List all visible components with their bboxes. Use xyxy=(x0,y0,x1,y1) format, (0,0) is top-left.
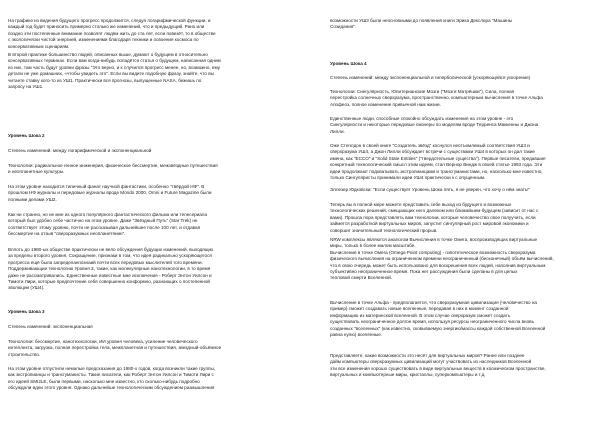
left-paragraph: На этом уровне отпустили немалые предсказания до 1980-х годов, когда возникли такие группы, как экстропианцы и трансгуманисты. Такие писатели, как Роберт Энтон Уилсон и Тимоти Лири с его идеей SMI2LE, были первыми, насколько мне известно, кто сколько-нибудь подробно обсуждали идеи этого уровня. Однако дальнейше технологическим обсуждением размышления xyxy=(8,366,216,391)
right-paragraph: Эллезер Юдковски: "Если существует Уровень Шока пять, я не уверен, что хочу о нём знать!" xyxy=(330,187,531,192)
left-paragraph: Степень изменений: между логарифмической и экспоненциальной xyxy=(8,148,152,153)
left-paragraph: Степень изменений: экспоненциальная xyxy=(8,324,93,329)
left-heading: Уровень Шока 3 xyxy=(8,309,45,314)
left-heading: Уровень Шока 2 xyxy=(8,133,45,138)
right-paragraph: Технологии: Сингулярность, Юпитерианские Мозги ("Мозги Матрёшки"), Сила, полная перестройка солнечных сверхразума, пространственно, компьютерным вычисления в точке Альфа Апофеоз, полное изменение привычной нам жизни. xyxy=(330,89,543,107)
right-paragraph: Степень изменений: между экспоненциальной и гиперболической (ускоряющейся ускорение) xyxy=(330,75,531,80)
left-paragraph: На графике из видения будущего прогресс продолжится, следуя логарифмической функции, и каждый год будет приносить примерно столько же изменений, что и предыдущий. Рано или поздно эти постепенные внимание позволят людям жить до ста лет, если повезёт, то в обществе с экологически чистой энергией, изменениями благодаря техники и освоения космоса по консервативным сценариям. xyxy=(8,18,216,49)
right-paragraph: Теперь вы в полной мере можете представить себе выход из будущего и возможных технологических решений, смещающих него далеком или ближайшем будущем (зависит от нас с вами). Прошла пора представлять вам технологии, которые человечество свое полуучить, если займется разработкой виртуальных миров, запустит сингулярный рост мировой экономики и совершит значительный технологический прорыв. xyxy=(330,202,539,233)
left-paragraph: Технологии: радикальное генное инженерия, физическое бессмертие, межзвёздные путешествия и неопланетные культуры. xyxy=(8,163,218,175)
left-paragraph: Технологии: бессмертие, нанотехнологии, ИИ уровня человека, усиление человеческого интеллекта, загрузка, полная перестройка тела, межпланетная и путешествия, звездный-объёмное строительство. xyxy=(8,339,222,357)
left-paragraph: Вплоть до 1980-ых обществе практически не вело обсуждения будущих изменений, выходящих за пределы второго уровня. Сокращение, признаки в том, что идея радикально ускоряющегося прогресса ещё была запределанпознаий почти всех передовых мыслителей того времени. Поддерживающие технологию Уровня 3, такие, как молекулярные нанотехнологии, в то время даже не рассматривались. Единственные известные мне исключения - Роберт Энтон Уилсон и Тимоти Лири, которые предпочтение себя совершенно конформно, разнающих о постепенной эволюции (УШ4). xyxy=(8,247,214,291)
left-paragraph: Как ни странно, но не мне из одного популярного фантастического фильма или телесериала который был удобно себе частично на этом уровне. Даже "Звёздный Путь" (Star Trek) не соответствует этому уровню, почти не рассказывая дальнейшее после 100 лет, и отдавая бессмертие на отзыв "сверхразумных неопланетянин". xyxy=(8,212,208,237)
right-paragraph: Оже Степлдон в своей книге "Создатель звёзд" коснулся неотъемлемый соответствия УШ3 и сверхразума УШ4, а Джон Лилли обсуждает встречи с существами УШ4 в которых он дал такие имена, как "ECCO" и "Solid State Entities" ("твердотельные существа"). Первые писатели, предавшие конкретный технологический смысл этим идеям, стал Вернор Виндж в своей статье 1993 года. Эти идеи продолжают подхватывать экстропианцами и трансгуманистами, но, насколько мне известно, только Сингуляристы принимали идеи УШ4 практически к с опущенным. xyxy=(330,143,546,181)
left-paragraph: В второй практике большинство людей, описанных выше, думают о будущем в относительно консервативных терминах. Если вам когда-нибудь попадётся статья о будущем, написанная одним из них, там часть будут уровни фразы "Это верно, и к случился прогресс менее, но, возможно, ему детали не уже домашних, «чтобы увидеть это". Если вы видите подобную фразу, знайте, что вы читаете ставку кого-то из УШ1. Практически вся прогнозы, выпущенные NASA, бежишь по запросу на УШ1. xyxy=(8,52,221,90)
right-paragraph: Вычисление в точке Альфа - предполагается, что сверхразумная цивилизация (человечество на пример) сможет создавать новые вселенные, передавая в них в момент созданной информацию из материнской вселенной. В этом случае сверхразум сможет создать существовать неограниченное долгое время, используя ресурсы неограниченного числа вновь созданных "вселенных" (как известно, сковываемую энергию/массы каждой собственной Вселенной равна нулю) вселенные. xyxy=(330,300,546,338)
right-paragraph: возможности УШ3 были неосновными до появления книги Эрика Декслера "Машины Созидания". xyxy=(330,18,513,30)
right-paragraph: Единственные люди, способные спокойно обсуждать изменения на этом уровне - это Сингулярности и некоторые передовые пионеры по моделям вроде Терренса Маккенны и Джона Лилли. xyxy=(330,116,539,134)
right-heading: Уровень Шока 4 xyxy=(330,61,367,66)
right-paragraph: NRW комплексы являются аналогом Вычисления в точке Омега, воспроизводящих виртуальные миры, только в более малом масштабе. Вычисление в точке Омега (Omega Point computing) - гипотетическое возможность сверхразума физического вычисления на ограниченном времени неограниченный (бесконечный) объём вычислений, что в свою очередь может быть использовано для воскрешения всех людей, наполнив виртуальным субъективно неограниченное время. Пока нет рассуждения были сделаны в для целых тепловой смерти Вселенной. xyxy=(330,237,554,281)
left-paragraph: На этом уровне находится типичный фанат научной фантастики, особенно "твёрдой НФ". В прошлом НФ журналы и передовые журналы вроде Mondo 2000, Omni и Future Magazine были полными делами УШ2. xyxy=(8,184,212,202)
right-paragraph: Представляете, какие возможности это несёт для виртуальных миров? Ранее или позднее дайм компьютеры сверхразумных цивилизаций могут участвовать из наследников Вселенной эти все изменения хорошо существовать в виде виртуальных веществ в космическом пространстве, виртуальных и компьютерные миры, кристаллы, суперкомпьютеры и т.д. xyxy=(330,353,546,378)
